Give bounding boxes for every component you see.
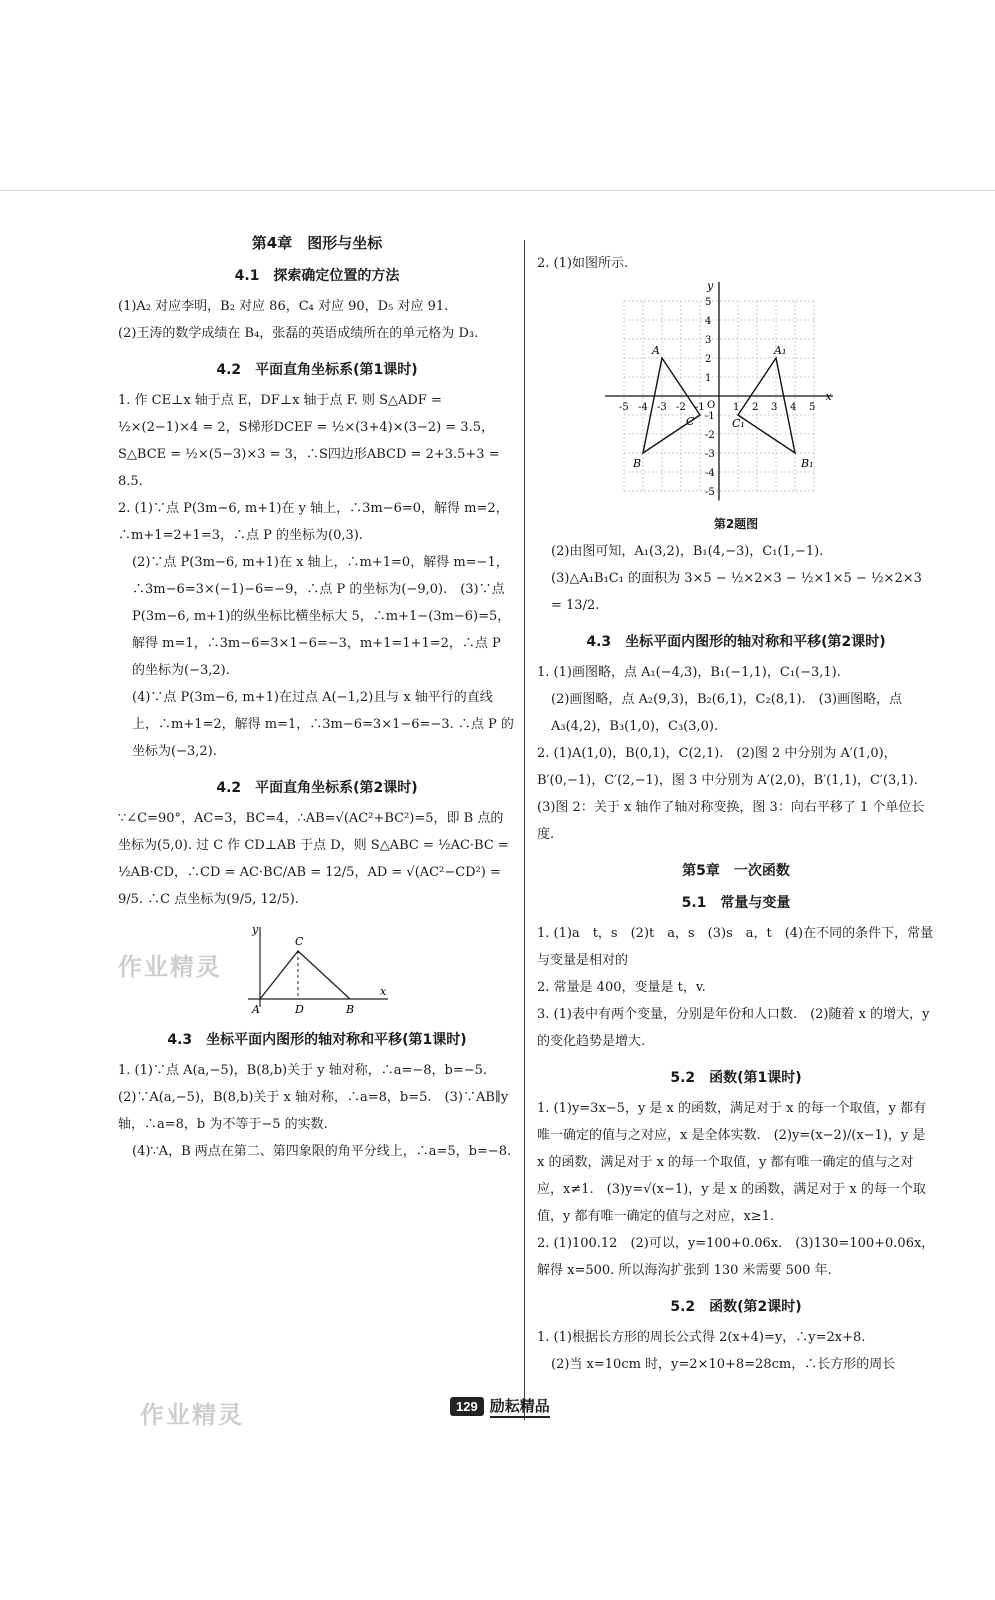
s51-answer-3: 3. (1)表中有两个变量，分别是年份和人口数. (2)随着 x 的增大，y 的变化趋势是增大. <box>537 1007 930 1049</box>
y-tick-label: -2 <box>705 430 715 441</box>
coordinate-grid-figure <box>537 281 935 511</box>
section-4-3a-title: 4.3 坐标平面内图形的轴对称和平移(第1课时) <box>167 1032 467 1048</box>
brand-name: 励耘精品 <box>490 1395 550 1418</box>
label-y: y <box>252 923 259 936</box>
s51-answer-1: 1. (1)a t，s (2)t a，s (3)s a，t (4)在不同的条件下，常量与变量是相对的 <box>537 926 934 968</box>
label-b: B <box>346 1003 355 1016</box>
point-label: C₁ <box>732 417 745 430</box>
x-tick-label: 1 <box>733 402 740 413</box>
top-rule <box>0 190 995 191</box>
s43a-answer-1: 1. (1)∵点 A(a,−5)，B(8,b)关于 y 轴对称，∴a=−8，b=−5. (2)∵A(a,−5)，B(8,b)关于 x 轴对称，∴a=8，b=5. (3)∵AB∥y 轴，∴a=8，b 为不等于−5 的实数. <box>118 1063 509 1132</box>
chapter-5-title: 第5章 一次函数 <box>682 863 790 879</box>
section-4-3b-title: 4.3 坐标平面内图形的轴对称和平移(第2课时) <box>586 634 886 650</box>
label-a: A <box>252 1003 260 1016</box>
section-5-1-title: 5.1 常量与变量 <box>681 895 791 911</box>
y-tick-label: -3 <box>705 449 715 460</box>
x-tick-label: 2 <box>752 402 759 413</box>
figure-caption: 第2题图 <box>713 517 759 531</box>
watermark-bottom: 作业精灵 <box>140 1401 244 1429</box>
s52b-answer-2: (2)当 x=10cm 时，y=2×10+8=28cm，∴长方形的周长 <box>551 1357 896 1372</box>
s43a-answer-2: (4)∵A，B 两点在第二、第四象限的角平分线上，∴a=5，b=−8. <box>132 1144 512 1159</box>
origin-label: O <box>707 400 716 411</box>
column-divider <box>524 240 525 1420</box>
x-tick-label: -4 <box>638 402 648 413</box>
y-tick-label: 3 <box>705 335 712 346</box>
section-4-2a-title: 4.2 平面直角坐标系(第1课时) <box>216 362 418 378</box>
s43b-answer-1: 1. (1)画图略，点 A₁(−4,3)，B₁(−1,1)，C₁(−3,1). <box>537 665 841 680</box>
point-label: C <box>686 415 695 428</box>
left-column <box>118 222 516 1165</box>
x-tick-label: 3 <box>771 402 778 413</box>
x-tick-label: 5 <box>809 402 816 413</box>
y-tick-label: -5 <box>705 487 715 498</box>
triangle-abc <box>260 951 350 999</box>
q2-answer-3: (3)△A₁B₁C₁ 的面积为 3×5 − ½×2×3 − ½×1×5 − ½×2×3 = 13/2. <box>551 571 922 613</box>
chapter-4-title: 第4章 图形与坐标 <box>251 234 383 252</box>
s42a-answer-3: (2)∵点 P(3m−6, m+1)在 x 轴上，∴m+1=0，解得 m=−1，∴3m−6=3×(−1)−6=−9，∴点 P 的坐标为(−9,0). (3)∵点 P(3m−6, m+1)的纵坐标比横坐标大 5，∴m+1−(3m−6)=5，解得 m=1，∴3m−6=3×1−6=−3，m+1=1+1=2，∴点 P 的坐标为(−3,2). <box>132 555 511 678</box>
x-tick-label: -5 <box>619 402 629 413</box>
right-column <box>537 222 935 1378</box>
s43b-answer-2: (2)画图略，点 A₂(9,3)，B₂(6,1)，C₂(8,1). (3)画图略，点 A₃(4,2)，B₃(1,0)，C₃(3,0). <box>551 692 903 734</box>
grid-svg <box>537 281 935 511</box>
s42a-answer-1: 1. 作 CE⊥x 轴于点 E，DF⊥x 轴于点 F. 则 S△ADF = ½×(2−1)×4 = 2，S梯形DCEF = ½×(3+4)×(3−2) = 3.5，S△BCE = ½×(5−3)×3 = 3，∴S四边形ABCD = 2+3.5+3 = 8.5. <box>118 393 500 489</box>
s42b-answer-1: ∵∠C=90°，AC=3，BC=4，∴AB=√(AC²+BC²)=5，即 B 点的坐标为(5,0). 过 C 作 CD⊥AB 于点 D，则 S△ABC = ½AC·BC = ½AB·CD，∴CD = AC·BC/AB = 12/5，AD = √(AC²−CD²) = 9/5. ∴C 点坐标为(9/5, 12/5). <box>118 811 509 907</box>
s41-answer-2: (2)王涛的数学成绩在 B₄，张磊的英语成绩所在的单元格为 D₃. <box>118 326 479 341</box>
section-5-2b-title: 5.2 函数(第2课时) <box>670 1299 802 1315</box>
y-tick-label: -4 <box>705 468 715 479</box>
triangle-abc <box>643 358 700 453</box>
s52b-answer-1: 1. (1)根据长方形的周长公式得 2(x+4)=y，∴y=2x+8. <box>537 1330 866 1345</box>
point-label: B₁ <box>801 457 814 470</box>
page-footer <box>450 1393 600 1419</box>
s52a-answer-1: 1. (1)y=3x−5，y 是 x 的函数，满足对于 x 的每一个取值，y 都有唯一确定的值与之对应，x 是全体实数. (2)y=(x−2)/(x−1)，y 是 x 的函数，满足对于 x 的每一个取值，y 都有唯一确定的值与之对应，x≠1. (3)y=√(x−1)，y 是 x 的函数，满足对于 x 的每一个取值，y 都有唯一确定的值与之对应，x≥1. <box>537 1101 927 1224</box>
label-c: C <box>295 935 304 948</box>
x-tick-label: 4 <box>790 402 797 413</box>
y-tick-label: 2 <box>705 354 712 365</box>
point-label: B <box>633 457 642 470</box>
s42a-answer-4: (4)∵点 P(3m−6, m+1)在过点 A(−1,2)且与 x 轴平行的直线上，∴m+1=2，解得 m=1，∴3m−6=3×1−6=−3. ∴点 P 的坐标为(−3,2). <box>132 690 514 759</box>
triangle-a1b1c1 <box>738 358 795 453</box>
triangle-figure <box>118 917 516 1017</box>
section-4-2b-title: 4.2 平面直角坐标系(第2课时) <box>216 780 418 796</box>
y-tick-label: 1 <box>705 373 712 384</box>
y-tick-label: 5 <box>705 297 712 308</box>
label-x: x <box>380 985 387 998</box>
x-tick-label: -3 <box>657 402 667 413</box>
x-tick-label: -2 <box>676 402 686 413</box>
watermark-left: 作业精灵 <box>118 953 222 981</box>
y-tick-label: 4 <box>705 316 712 327</box>
point-label: A₁ <box>774 344 787 357</box>
q2-heading: 2. (1)如图所示. <box>537 256 629 271</box>
s43b-answer-3: 2. (1)A(1,0)，B(0,1)，C(2,1). (2)图 2 中分别为 A′(1,0)，B′(0,−1)，C′(2,−1)，图 3 中分别为 A′(2,0)，B′(1,1)，C′(3,1). (3)图 2：关于 x 轴作了轴对称变换，图 3：向右平移了 1 个单位长度. <box>537 746 931 842</box>
s51-answer-2: 2. 常量是 400，变量是 t，v. <box>537 980 706 995</box>
s42a-answer-2: 2. (1)∵点 P(3m−6, m+1)在 y 轴上，∴3m−6=0，解得 m=2，∴m+1=2+1=3，∴点 P 的坐标为(0,3). <box>118 501 509 543</box>
label-d: D <box>295 1003 304 1016</box>
q2-answer-2: (2)由图可知，A₁(3,2)，B₁(4,−3)，C₁(1,−1). <box>551 544 824 559</box>
axis-label-y: y <box>707 281 714 293</box>
s52a-answer-2: 2. (1)100.12 (2)可以，y=100+0.06x. (3)130=100+0.06x，解得 x=500. 所以海沟扩张到 130 米需要 500 年. <box>537 1236 935 1278</box>
page-number: 129 <box>450 1397 484 1416</box>
section-5-2a-title: 5.2 函数(第1课时) <box>670 1070 802 1086</box>
axis-label-x: x <box>825 390 832 403</box>
x-tick-label: -1 <box>695 402 705 413</box>
section-4-1-title: 4.1 探索确定位置的方法 <box>234 268 400 284</box>
y-tick-label: -1 <box>705 411 715 422</box>
point-label: A <box>652 344 660 357</box>
s41-answer-1: (1)A₂ 对应李明，B₂ 对应 86，C₄ 对应 90，D₅ 对应 91. <box>118 299 449 314</box>
